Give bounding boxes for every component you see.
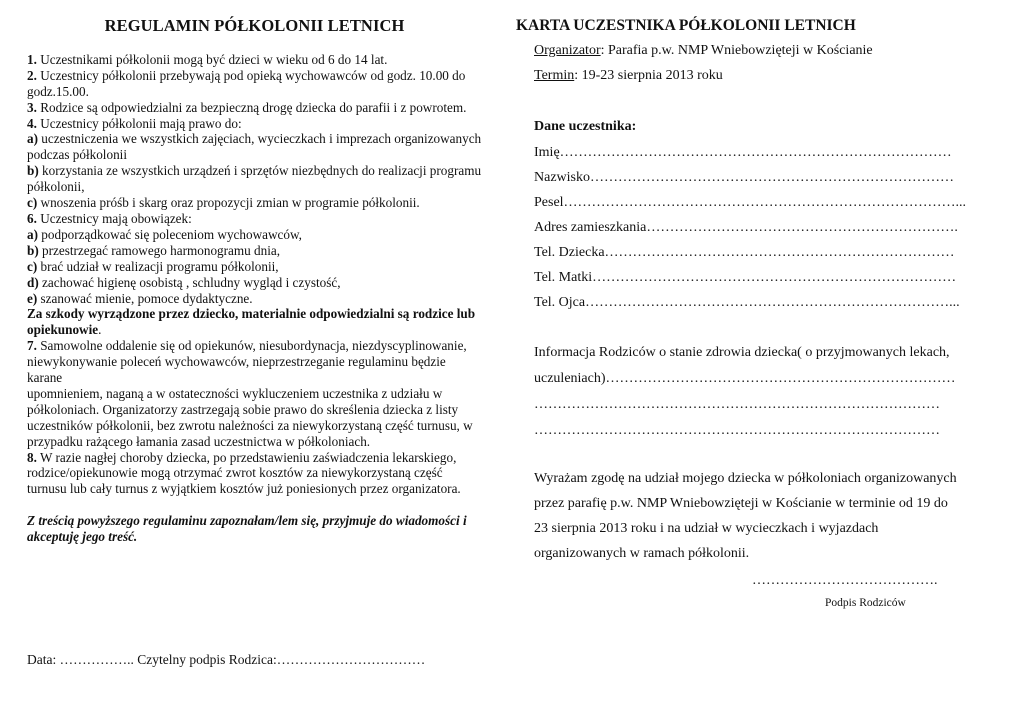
rule-8: 8. W razie nagłej choroby dziecka, po przedstawieniu zaświadczenia lekarskiego, rodzice/opiekunowie mogą otrzymać zwrot kosztów za niewykorzystaną część turnusu lub cały turnus z wyjątkiem kosztów już poniesionych przez organizatora. [27, 449, 461, 497]
regulations-title: REGULAMIN PÓŁKOLONII LETNICH [104, 16, 405, 35]
health-info-field: …………………………………………………………………………… [534, 397, 940, 412]
participant-field[interactable]: Imię………………………………………………………………………… [534, 145, 952, 160]
rule-number: a) [27, 131, 38, 147]
rule-number: 4. [27, 115, 37, 131]
participant-field[interactable]: Pesel…………………………………………………………………………... [534, 195, 967, 210]
rule-text: Uczestnicy półkolonii mają prawo do: [36, 115, 242, 131]
parent-signature-label: Podpis Rodziców [825, 597, 906, 609]
rule-item [27, 195, 482, 211]
rule-item [27, 227, 482, 243]
rule-item [27, 291, 482, 307]
rule-7: 7. Samowolne oddalenie się od opiekunów, niesubordynacja, niezdyscyplinowanie, [27, 338, 467, 354]
rule-item [27, 68, 482, 100]
consent-text: przez parafię p.w. NMP Wniebowzięteji w Kościanie w terminie od 19 do [534, 496, 948, 511]
acknowledgement: Z treścią powyższego regulaminu zapoznałam/lem się, przyjmuje do wiadomości i akceptuję jego treść. [27, 513, 467, 545]
rules-list [27, 52, 482, 307]
rule-number: 2. [27, 67, 37, 83]
liability-note: Za szkody wyrządzone przez dziecko, materialnie odpowiedzialni są rodzice lub opiekunowie. [27, 306, 476, 338]
rule-number: 6. [27, 210, 37, 226]
liability-text: Za szkody wyrządzone przez dziecko, materialnie odpowiedzialni są rodzice lub opiekunowie [27, 306, 476, 338]
rule-number: e) [27, 290, 38, 306]
rule-7-cont: niewykonywanie poleceń wychowawców, nieprzestrzeganie regulaminu będzie karane [27, 354, 446, 386]
rule-text: szanować mienie, pomoce dydaktyczne. [37, 290, 253, 306]
health-info-field: uczuleniach)………………………………………………………………… [534, 371, 956, 386]
rule-item [27, 243, 482, 259]
rule-number: b) [27, 163, 39, 179]
rule-text: wnoszenia próśb i skarg oraz propozycji zmian w programie półkolonii. [37, 195, 420, 211]
consent-text: 23 sierpnia 2013 roku i na udział w wycieczkach i wyjazdach [534, 521, 879, 536]
participant-field[interactable]: Tel. Dziecka………………………………………………………………… [534, 245, 955, 260]
rule-number: a) [27, 226, 38, 242]
date-signature-line: Data: …………….. Czytelny podpis Rodzica:…………………………… [27, 652, 426, 667]
participant-heading: Dane uczestnika: [534, 119, 637, 134]
rule-text: Uczestnicy półkolonii przebywają pod opieką wychowawców od godz. 10.00 do godz.15.00. [27, 67, 466, 99]
consent-text: organizowanych w ramach półkolonii. [534, 546, 750, 561]
participant-field[interactable]: Tel. Matki…………………………………………………………………… [534, 270, 957, 285]
rule-item [27, 259, 482, 275]
organizer-line: Organizator: Parafia p.w. NMP Wniebowzięteji w Kościanie [534, 43, 873, 58]
rule-text: podporządkować się poleceniom wychowawców, [38, 226, 302, 242]
rule-text: uczestniczenia we wszystkich zajęciach, wycieczkach i imprezach organizowanych podczas półkolonii [27, 131, 482, 163]
rule-text: Uczestnicy mają obowiązek: [36, 210, 192, 226]
parent-signature-line: …………………………………. [752, 573, 938, 588]
rule-text: brać udział w realizacji programu półkolonii, [37, 258, 279, 274]
rule-number: c) [27, 258, 38, 274]
rule-number: c) [27, 195, 38, 211]
rule-item [27, 116, 482, 132]
rule-number: b) [27, 242, 39, 258]
rule-item [27, 211, 482, 227]
rule-item [27, 131, 482, 163]
rule-item [27, 100, 482, 116]
participant-card-column [516, 0, 996, 609]
rule-number: 3. [27, 99, 37, 115]
participant-field[interactable]: Adres zamieszkania…………………………………………………………. [534, 220, 958, 235]
rule-number: 1. [27, 51, 37, 67]
card-title: KARTA UCZESTNIKA PÓŁKOLONII LETNICH [516, 17, 856, 34]
rule-text: przestrzegać ramowego harmonogramu dnia, [38, 242, 281, 258]
participant-field[interactable]: Nazwisko…………………………………………………………………… [534, 170, 954, 185]
rule-item [27, 52, 482, 68]
participant-field[interactable]: Tel. Ojca……………………………………………………………………... [534, 295, 960, 310]
rule-item [27, 163, 482, 195]
health-info-field: …………………………………………………………………………… [534, 423, 940, 438]
health-info-line: Informacja Rodziców o stanie zdrowia dziecka( o przyjmowanych lekach, [534, 345, 950, 360]
rule-text: korzystania ze wszystkich urządzeń i sprzętów niezbędnych do realizacji programu półkolonii, [27, 163, 482, 195]
rule-number: d) [27, 274, 39, 290]
rule-text: Uczestnikami półkolonii mogą być dzieci w wieku od 6 do 14 lat. [36, 51, 388, 67]
term-line: Termin: 19-23 sierpnia 2013 roku [534, 68, 723, 83]
rule-text: Rodzice są odpowiedzialni za bezpieczną drogę dziecka do parafii i z powrotem. [36, 99, 467, 115]
regulations-column [27, 0, 482, 667]
consent-text: Wyrażam zgodę na udział mojego dziecka w półkoloniach organizowanych [534, 471, 957, 486]
rule-item [27, 275, 482, 291]
rule-text: zachować higienę osobistą , schludny wygląd i czystość, [38, 274, 341, 290]
rule-7-cont2: upomnieniem, naganą a w ostateczności wykluczeniem uczestnika z udziału w półkoloniach. Organizatorzy zastrzegają sobie prawo do skreślenia dziecka z listy uczestników półkolonii, bez zwrotu należności za niewykorzystaną część turnusu, w przypadku rażącego łamania zasad uczestnictwa w półkoloniach. [27, 385, 473, 449]
